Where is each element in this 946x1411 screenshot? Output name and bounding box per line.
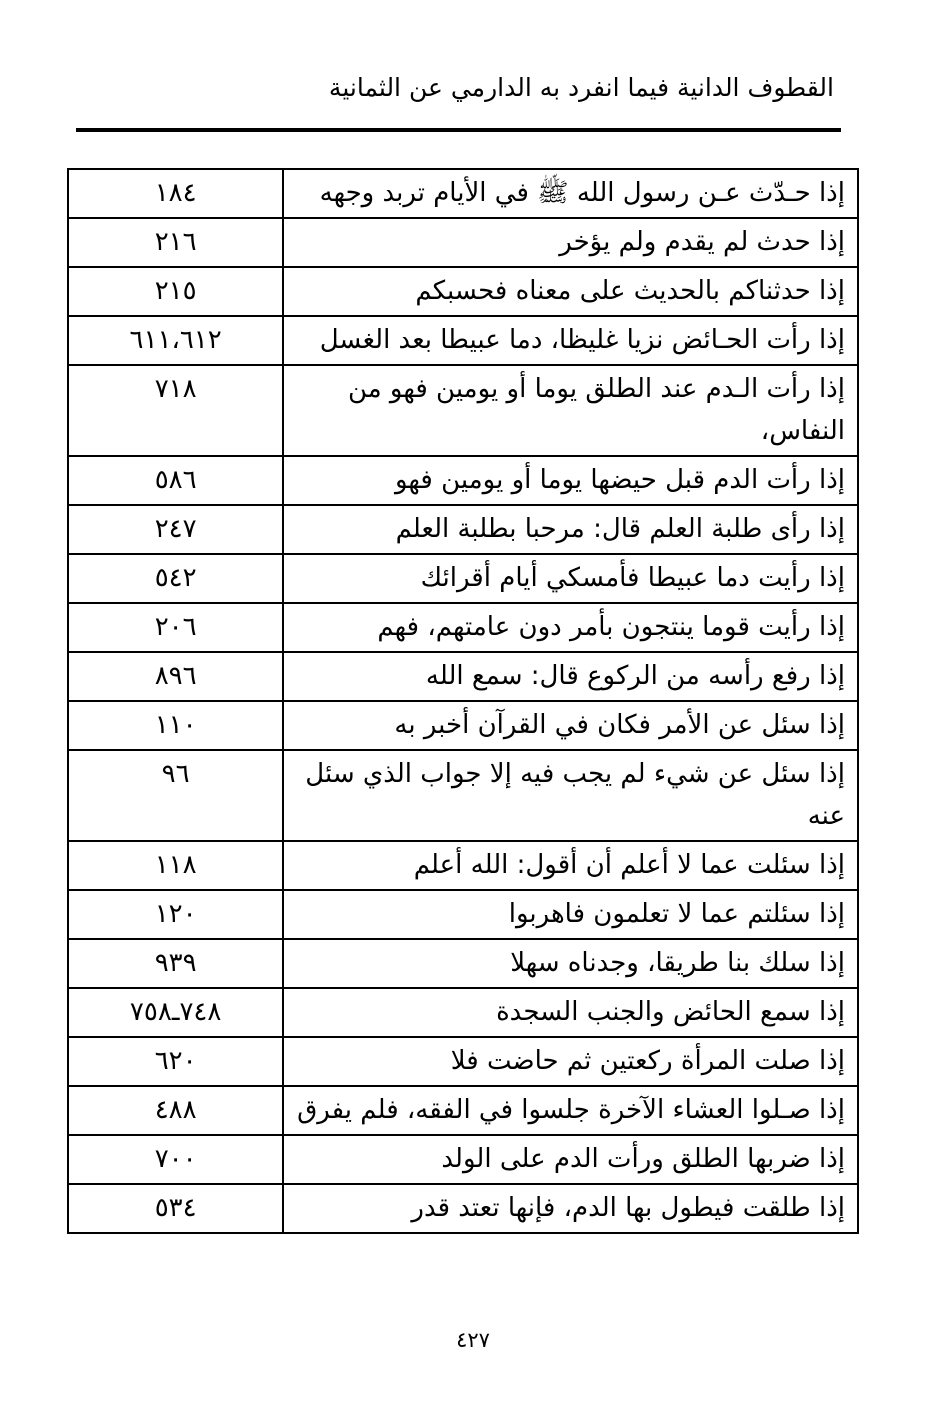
hadith-phrase-cell: إذا طلقت فيطول بها الدم، فإنها تعتد قدر (283, 1184, 858, 1233)
hadith-number-cell: ٢١٥ (68, 267, 283, 316)
table-row (68, 456, 858, 505)
hadith-phrase-cell: إذا رأى طلبة العلم قال: مرحبا بطلبة العلم (283, 505, 858, 554)
table-row (68, 1037, 858, 1086)
hadith-number-cell: ٩٣٩ (68, 939, 283, 988)
table-row (68, 603, 858, 652)
table-row (68, 939, 858, 988)
hadith-number-cell: ٧٠٠ (68, 1135, 283, 1184)
table-row (68, 841, 858, 890)
table-row (68, 988, 858, 1037)
table-row (68, 218, 858, 267)
hadith-phrase-cell: إذا سئل عن الأمر فكان في القرآن أخبر به (283, 701, 858, 750)
hadith-number-cell: ٧١٨ (68, 365, 283, 456)
header-rule (76, 128, 841, 132)
hadith-number-cell: ٢١٦ (68, 218, 283, 267)
table-row (68, 701, 858, 750)
hadith-number-cell: ١١٠ (68, 701, 283, 750)
hadith-number-cell: ٧٤٨ـ٧٥٨ (68, 988, 283, 1037)
hadith-phrase-cell: إذا حدثناكم بالحديث على معناه فحسبكم (283, 267, 858, 316)
hadith-phrase-cell: إذا حـدّث عـن رسول الله ﷺ في الأيام تربد وجهه (283, 169, 858, 218)
hadith-number-cell: ٩٦ (68, 750, 283, 841)
table-row (68, 652, 858, 701)
hadith-number-cell: ١٢٠ (68, 890, 283, 939)
table-row (68, 267, 858, 316)
hadith-phrase-cell: إذا رأيت قوما ينتجون بأمر دون عامتهم، فهم (283, 603, 858, 652)
hadith-phrase-cell: إذا سئلتم عما لا تعلمون فاهربوا (283, 890, 858, 939)
hadith-number-cell: ٥٤٢ (68, 554, 283, 603)
hadith-phrase-cell: إذا حدث لم يقدم ولم يؤخر (283, 218, 858, 267)
hadith-phrase-cell: إذا سمع الحائض والجنب السجدة (283, 988, 858, 1037)
hadith-index-table (67, 168, 859, 1234)
hadith-number-cell: ٢٠٦ (68, 603, 283, 652)
hadith-phrase-cell: إذا ضربها الطلق ورأت الدم على الولد (283, 1135, 858, 1184)
hadith-number-cell: ٥٣٤ (68, 1184, 283, 1233)
table-row (68, 169, 858, 218)
hadith-phrase-cell: إذا سئل عن شيء لم يجب فيه إلا جواب الذي سئل عنه (283, 750, 858, 841)
hadith-number-cell: ٦١١،٦١٢ (68, 316, 283, 365)
hadith-number-cell: ١١٨ (68, 841, 283, 890)
hadith-phrase-cell: إذا سلك بنا طريقا، وجدناه سهلا (283, 939, 858, 988)
table-row (68, 554, 858, 603)
hadith-number-cell: ٥٨٦ (68, 456, 283, 505)
table-row (68, 890, 858, 939)
table-row (68, 316, 858, 365)
hadith-phrase-cell: إذا رأيت دما عبيطا فأمسكي أيام أقرائك (283, 554, 858, 603)
hadith-number-cell: ١٨٤ (68, 169, 283, 218)
table-row (68, 1135, 858, 1184)
table-row (68, 505, 858, 554)
hadith-phrase-cell: إذا صـلوا العشاء الآخرة جلسوا في الفقه، فلم يفرق (283, 1086, 858, 1135)
hadith-phrase-cell: إذا رأت الدم قبل حيضها يوما أو يومين فهو (283, 456, 858, 505)
page-number: ٤٢٧ (456, 1328, 490, 1352)
hadith-phrase-cell: إذا صلت المرأة ركعتين ثم حاضت فلا (283, 1037, 858, 1086)
hadith-number-cell: ٤٨٨ (68, 1086, 283, 1135)
table-row (68, 365, 858, 456)
table-row (68, 1184, 858, 1233)
running-header-title: القطوف الدانية فيما انفرد به الدارمي عن الثمانية (328, 73, 834, 102)
table-row (68, 750, 858, 841)
hadith-phrase-cell: إذا رفع رأسه من الركوع قال: سمع الله (283, 652, 858, 701)
hadith-phrase-cell: إذا رأت الحـائض نزيا غليظا، دما عبيطا بعد الغسل (283, 316, 858, 365)
hadith-number-cell: ٢٤٧ (68, 505, 283, 554)
hadith-phrase-cell: إذا رأت الـدم عند الطلق يوما أو يومين فهو من النفاس، (283, 365, 858, 456)
hadith-number-cell: ٦٢٠ (68, 1037, 283, 1086)
hadith-phrase-cell: إذا سئلت عما لا أعلم أن أقول: الله أعلم (283, 841, 858, 890)
hadith-number-cell: ٨٩٦ (68, 652, 283, 701)
table-row (68, 1086, 858, 1135)
index-table-body (68, 169, 858, 1233)
